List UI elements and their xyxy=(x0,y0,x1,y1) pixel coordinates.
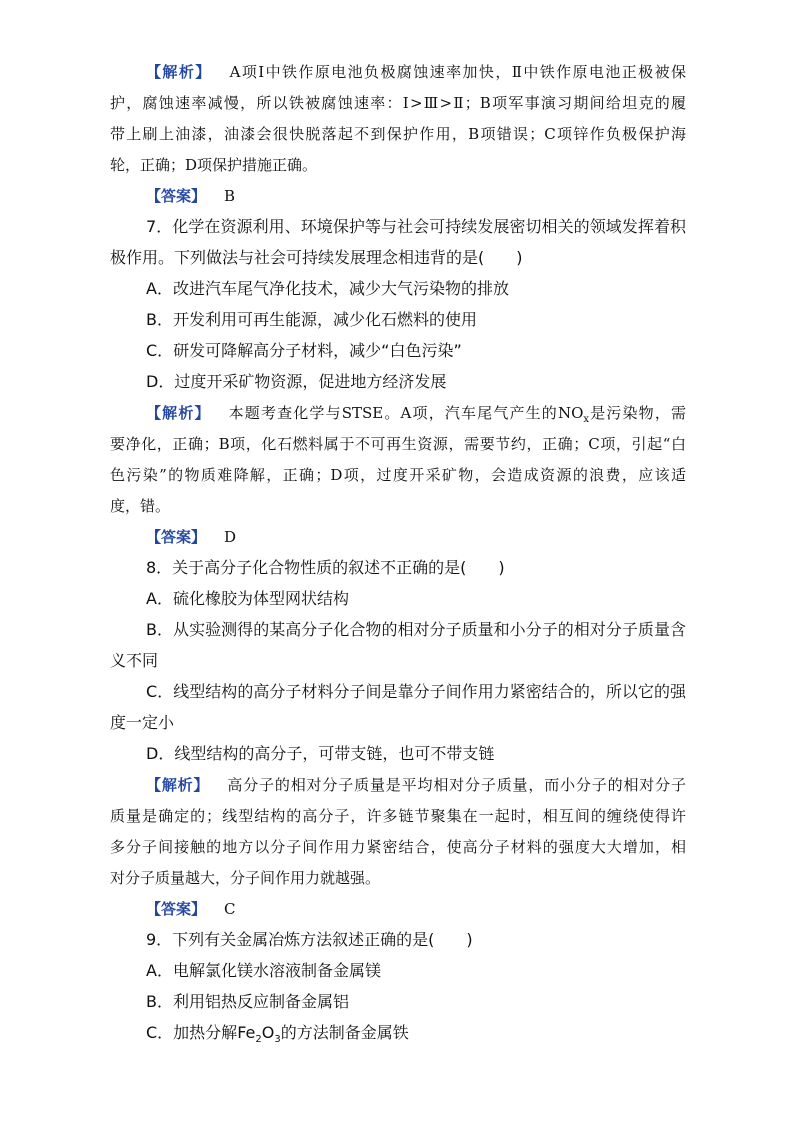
question-line xyxy=(146,217,686,237)
line-text: C．加热分解$Fe_2O_3$的方法制备金属铁 xyxy=(146,1023,409,1043)
question-line xyxy=(146,1023,686,1043)
answer-label: 【答案】 xyxy=(146,187,207,205)
analysis-label: 【解析】 xyxy=(146,776,210,794)
analysis-line xyxy=(146,775,686,795)
text-line xyxy=(110,93,686,113)
question-line xyxy=(146,744,686,764)
answer-line xyxy=(146,186,686,206)
analysis-line xyxy=(146,62,686,82)
line-text: D．过度开采矿物资源，促进地方经济发展 xyxy=(146,372,447,391)
line-text: 度，错。 xyxy=(110,497,171,515)
line-text: 轮，正确；D项保护措施正确。 xyxy=(110,156,318,174)
question-line xyxy=(146,961,686,981)
line-text: C．线型结构的高分子材料分子间是靠分子间作用力紧密结合的，所以它的强 xyxy=(146,682,686,701)
line-text: 色污染”的物质难降解，正确；D项，过度开采矿物，会造成资源的浪费，应该适 xyxy=(110,466,686,484)
line-text: C．研发可降解高分子材料，减少“白色污染” xyxy=(146,341,462,360)
question-line xyxy=(146,620,686,640)
line-text: A．硫化橡胶为体型网状结构 xyxy=(146,589,349,608)
question-line xyxy=(146,589,686,609)
question-line xyxy=(146,341,686,361)
line-text: 带上刷上油漆，油漆会很快脱落起不到保护作用，B项错误；C项锌作负极保护海 xyxy=(110,125,686,143)
line-text: 要净化，正确；B项，化石燃料属于不可再生资源，需要节约，正确；C项，引起“白 xyxy=(110,435,686,453)
line-text: 极作用。下列做法与社会可持续发展理念相违背的是( ) xyxy=(110,248,523,267)
line-text: 7．化学在资源利用、环境保护等与社会可持续发展密切相关的领域发挥着积 xyxy=(146,217,686,236)
question-line xyxy=(146,372,686,392)
question-line xyxy=(146,930,686,950)
text-line xyxy=(110,465,686,485)
question-line xyxy=(146,558,686,578)
text-line xyxy=(110,155,686,175)
line-text: B xyxy=(224,187,236,205)
text-line xyxy=(110,868,686,888)
line-text: B．从实验测得的某高分子化合物的相对分子质量和小分子的相对分子质量含 xyxy=(146,620,686,639)
answer-label: 【答案】 xyxy=(146,528,207,546)
line-text: 对分子质量越大，分子间作用力就越强。 xyxy=(110,869,381,887)
analysis-label: 【解析】 xyxy=(146,404,211,422)
line-text: C xyxy=(224,900,236,918)
line-text: A项Ⅰ中铁作原电池负极腐蚀速率加快，Ⅱ中铁作原电池正极被保 xyxy=(229,63,686,81)
text-line xyxy=(110,434,686,454)
line-text: 度一定小 xyxy=(110,713,175,732)
line-text: B．利用铝热反应制备金属铝 xyxy=(146,992,349,1011)
text-line xyxy=(110,496,686,516)
answer-line xyxy=(146,527,686,547)
text-line xyxy=(110,124,686,144)
question-line xyxy=(110,713,686,733)
question-line xyxy=(146,992,686,1012)
question-line xyxy=(146,279,686,299)
line-text: 高分子的相对分子质量是平均相对分子质量，而小分子的相对分子 xyxy=(227,776,686,794)
line-text: A．改进汽车尾气净化技术，减少大气污染物的排放 xyxy=(146,279,509,298)
line-text: 本题考查化学与STSE。A项，汽车尾气产生的$NO_x$是污染物，需 xyxy=(228,404,686,423)
line-text: A．电解氯化镁水溶液制备金属镁 xyxy=(146,961,381,980)
line-text: 质量是确定的；线型结构的高分子，许多链节聚集在一起时，相互间的缠绕使得许 xyxy=(110,807,686,825)
question-line xyxy=(146,682,686,702)
line-text: B．开发利用可再生能源，减少化石燃料的使用 xyxy=(146,310,477,329)
answer-label: 【答案】 xyxy=(146,900,207,918)
line-text: 9．下列有关金属冶炼方法叙述正确的是( ) xyxy=(146,930,473,949)
answer-line xyxy=(146,899,686,919)
question-line xyxy=(110,248,686,268)
question-line xyxy=(110,651,686,671)
analysis-line xyxy=(146,403,686,423)
line-text: D xyxy=(224,528,237,546)
line-text: 8．关于高分子化合物性质的叙述不正确的是( ) xyxy=(146,558,505,577)
question-line xyxy=(146,310,686,330)
line-text: 护，腐蚀速率减慢，所以铁被腐蚀速率：Ⅰ>Ⅲ>Ⅱ；B项军事演习期间给坦克的履 xyxy=(110,94,686,112)
text-line xyxy=(110,837,686,857)
text-line xyxy=(110,806,686,826)
analysis-label: 【解析】 xyxy=(146,63,212,81)
line-text: D．线型结构的高分子，可带支链，也可不带支链 xyxy=(146,744,495,763)
line-text: 义不同 xyxy=(110,651,159,670)
line-text: 多分子间接触的地方以分子间作用力紧密结合，使高分子材料的强度大大增加，相 xyxy=(110,838,686,856)
